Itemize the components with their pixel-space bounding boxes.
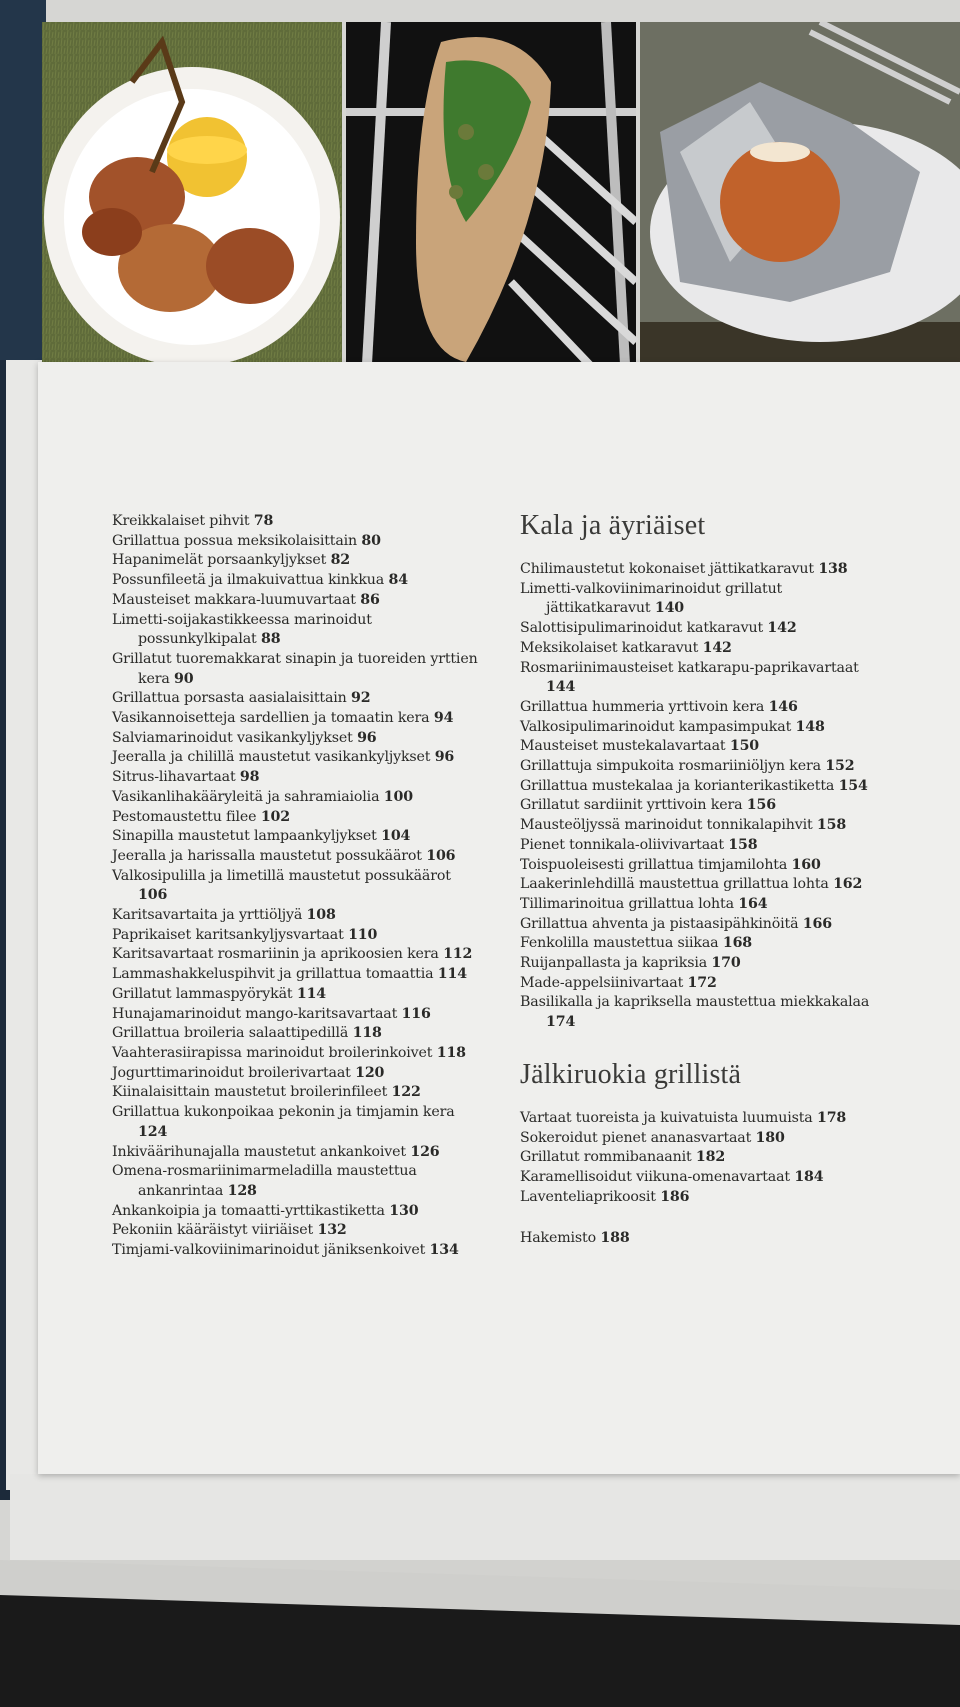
toc-entry-page: 186 <box>660 1188 690 1205</box>
toc-entry <box>112 650 512 689</box>
toc-entry-page: 154 <box>838 777 868 794</box>
toc-entry-page: 106 <box>138 887 168 904</box>
toc-entry-page: 90 <box>174 670 194 687</box>
toc-entry <box>112 808 512 828</box>
toc-entry-page: 108 <box>306 907 336 924</box>
toc-entry <box>112 1103 512 1142</box>
toc-entry-page: 180 <box>755 1129 785 1146</box>
toc-entry-page: 80 <box>361 532 381 549</box>
toc-entry <box>112 985 512 1005</box>
toc-entry-text: Grillattuja simpukoita rosmariiniöljyn kera <box>520 758 821 775</box>
toc-entry-continuation-text: jättikatkaravut <box>546 600 651 617</box>
toc-entry-text: Mausteiset mustekalavartaat <box>520 738 726 755</box>
toc-entry-continuation <box>520 678 940 698</box>
toc-entry-page: 142 <box>702 639 732 656</box>
toc-entry-page: 98 <box>239 769 260 786</box>
toc-entry <box>520 993 940 1032</box>
toc-entry-page: 100 <box>383 788 413 805</box>
toc-entry-page: 140 <box>654 600 685 617</box>
toc-entry <box>520 816 940 836</box>
toc-entry-text: Grillattua ahventa ja pistaasipähkinöitä <box>520 915 799 932</box>
toc-entry-page: 82 <box>330 552 351 569</box>
toc-entry-text: Grillattua hummeria yrttivoin kera <box>520 698 765 715</box>
toc-entry <box>520 1109 940 1129</box>
toc-entry <box>112 1024 512 1044</box>
toc-entry <box>112 1202 512 1222</box>
toc-entry-page: 150 <box>729 738 760 755</box>
toc-entry-page: 148 <box>795 718 825 735</box>
toc-entry-page: 124 <box>138 1123 168 1140</box>
toc-entry-text: Salviamarinoidut vasikankyljykset <box>112 729 353 746</box>
toc-entry <box>520 856 940 876</box>
section-heading-fish: Kala ja äyriäiset <box>520 510 706 541</box>
toc-entry-text: Possunfileetä ja ilmakuivattua kinkkua <box>112 572 385 589</box>
toc-entry-page: 146 <box>768 698 798 715</box>
toc-entry-page: 126 <box>410 1143 440 1160</box>
toc-entry <box>520 639 940 659</box>
toc-entry-text: Pienet tonnikala-oliivivartaat <box>520 836 724 853</box>
toc-entry <box>112 571 512 591</box>
toc-entry-page: 168 <box>722 935 753 952</box>
toc-entry-text: Vasikanlihakääryleitä ja sahramiaiolia <box>112 788 380 805</box>
toc-entry-text: Jogurttimarinoidut broilerivartaat <box>112 1064 351 1081</box>
toc-entry-text: Basilikalla ja kapriksella maustettua miekkakalaa <box>520 994 870 1011</box>
toc-entry-continuation-text: possunkylkipalat <box>138 631 257 648</box>
toc-entry-text: Hakemisto <box>520 1230 596 1247</box>
toc-entry-page: 112 <box>443 946 473 963</box>
toc-entry <box>520 895 940 915</box>
toc-entry-page: 114 <box>437 966 467 983</box>
toc-entry <box>520 1148 940 1168</box>
toc-entry <box>112 926 512 946</box>
toc-entry-text: Omena-rosmariinimarmeladilla maustettua <box>112 1163 417 1180</box>
toc-entry-text: Made-appelsiinivartaat <box>520 974 684 991</box>
toc-entry-page: 166 <box>802 915 832 932</box>
toc-entry <box>112 1083 512 1103</box>
toc-entry-text: Grillattua possua meksikolaisittain <box>112 532 358 549</box>
toc-entry <box>520 619 940 639</box>
toc-entry-page: 158 <box>728 836 758 853</box>
toc-entry-page: 118 <box>436 1044 466 1061</box>
toc-entry-text: Karitsavartaita ja yrttiöljyä <box>112 907 303 924</box>
toc-entry-text: Valkosipulimarinoidut kampasimpukat <box>520 718 792 735</box>
toc-entry <box>520 1129 940 1149</box>
toc-entry <box>520 1188 940 1208</box>
toc-entry <box>520 915 940 935</box>
toc-entry <box>112 709 512 729</box>
toc-entry-text: Valkosipulilla ja limetillä maustetut possukäärot <box>112 867 451 884</box>
toc-entry <box>520 934 940 954</box>
toc-entry-text: Hunajamarinoidut mango-karitsavartaat <box>112 1005 398 1022</box>
toc-entry-continuation <box>112 670 512 690</box>
toc-entry <box>112 1162 512 1201</box>
toc-entry <box>520 659 940 698</box>
toc-entry <box>520 954 940 974</box>
toc-entry <box>112 512 512 532</box>
toc-entry-continuation <box>520 599 940 619</box>
toc-entry-text: Jeeralla ja harissalla maustetut possukäärot <box>112 847 422 864</box>
toc-entry-page: 172 <box>687 974 717 991</box>
photo-foil-potato <box>640 22 960 382</box>
toc-entry <box>520 580 940 619</box>
toc-entry <box>520 737 940 757</box>
toc-entry-page: 78 <box>253 513 274 529</box>
toc-right-column <box>520 510 940 1249</box>
toc-entry-text: Pekoniin kääräistyt viiriäiset <box>112 1222 314 1239</box>
toc-entry-text: Vaahterasiirapissa marinoidut broilerinkoivet <box>112 1044 433 1061</box>
toc-entry-page: 104 <box>381 828 411 845</box>
toc-entry <box>520 875 940 895</box>
toc-entry-page: 170 <box>711 955 741 972</box>
toc-entry-text: Karitsavartaat rosmariinin ja aprikoosien kera <box>112 946 439 963</box>
toc-entry <box>112 867 512 906</box>
toc-entry <box>112 827 512 847</box>
toc-entry <box>112 788 512 808</box>
toc-entry-text: Vasikannoisetteja sardellien ja tomaatin kera <box>112 710 430 727</box>
toc-entry-page: 174 <box>546 1014 576 1031</box>
toc-entry-text: Toispuoleisesti grillattua timjamilohta <box>520 856 788 873</box>
toc-entry <box>112 1005 512 1025</box>
toc-entry-page: 128 <box>227 1182 257 1199</box>
toc-entry-continuation <box>112 1182 512 1202</box>
toc-entry-text: Sokeroidut pienet ananasvartaat <box>520 1129 752 1146</box>
toc-list-fish <box>520 560 940 1033</box>
section-heading-desserts: Jälkiruokia grillistä <box>520 1058 742 1090</box>
toc-entry-text: Sinapilla maustetut lampaankyljykset <box>112 828 377 845</box>
toc-entry-page: 156 <box>746 797 776 814</box>
toc-entry-text: Fenkolilla maustettua siikaa <box>520 935 719 952</box>
toc-list-desserts <box>520 1109 940 1208</box>
toc-entry <box>520 796 940 816</box>
toc-entry-page: 138 <box>818 561 848 577</box>
toc-entry <box>112 591 512 611</box>
toc-entry <box>520 836 940 856</box>
toc-entry-page: 158 <box>816 817 847 834</box>
toc-entry-page: 96 <box>357 729 377 746</box>
toc-entry <box>112 945 512 965</box>
toc-entry-text: Jeeralla ja chilillä maustetut vasikankyljykset <box>112 749 431 766</box>
toc-entry-page: 106 <box>426 847 456 864</box>
toc-entry-text: Kiinalaisittain maustetut broilerinfileet <box>112 1084 388 1101</box>
toc-entry-text: Grillattua kukonpoikaa pekonin ja timjamin kera <box>112 1104 455 1121</box>
toc-entry <box>112 1221 512 1241</box>
toc-entry-page: 116 <box>401 1005 431 1022</box>
toc-entry-text: Grillattua mustekalaa ja korianterikastiketta <box>520 777 835 794</box>
toc-entry-text: Sitrus-lihavartaat <box>112 769 236 786</box>
toc-entry <box>112 1241 512 1261</box>
toc-entry-text: Ruijanpallasta ja kapriksia <box>520 955 708 972</box>
toc-entry-text: Grillatut lammaspyörykät <box>112 985 293 1002</box>
toc-entry <box>112 532 512 552</box>
toc-entry-continuation-text: kera <box>138 670 170 687</box>
toc-entry <box>112 965 512 985</box>
toc-entry-index <box>520 1229 940 1249</box>
toc-entry-text: Laventeliaprikoosit <box>520 1188 656 1205</box>
toc-entry <box>112 1143 512 1163</box>
toc-entry-page: 134 <box>429 1242 459 1259</box>
toc-entry <box>112 1044 512 1064</box>
toc-entry-text: Inkiväärihunajalla maustetut ankankoivet <box>112 1143 406 1160</box>
toc-entry-page: 102 <box>260 808 290 825</box>
toc-entry-page: 118 <box>352 1025 382 1042</box>
toc-entry <box>112 906 512 926</box>
toc-entry-page: 178 <box>816 1109 847 1126</box>
toc-entry-page: 152 <box>825 758 855 775</box>
toc-entry-page: 114 <box>296 985 327 1002</box>
toc-entry-text: Salottisipulimarinoidut katkaravut <box>520 620 763 637</box>
toc-entry <box>112 729 512 749</box>
toc-entry <box>520 698 940 718</box>
toc-entry-continuation <box>112 886 512 906</box>
toc-entry <box>520 974 940 994</box>
toc-entry-page: 132 <box>317 1222 347 1239</box>
toc-entry-text: Lammashakkeluspihvit ja grillattua tomaattia <box>112 966 434 983</box>
toc-entry-page: 160 <box>791 856 821 873</box>
toc-entry <box>112 689 512 709</box>
toc-entry-page: 182 <box>695 1149 726 1166</box>
toc-entry <box>520 718 940 738</box>
toc-entry-page: 144 <box>546 679 576 696</box>
toc-entry <box>112 551 512 571</box>
toc-entry-text: Mausteöljyssä marinoidut tonnikalapihvit <box>520 817 813 834</box>
toc-entry-text: Mausteiset makkara-luumuvartaat <box>112 591 356 608</box>
photo-grilled-fish <box>346 22 636 382</box>
food-photo-strip <box>42 22 960 382</box>
toc-entry <box>520 1168 940 1188</box>
toc-entry <box>520 777 940 797</box>
toc-entry-text: Grillattua porsasta aasialaisittain <box>112 690 347 707</box>
toc-entry-text: Chilimaustetut kokonaiset jättikatkaravut <box>520 561 814 577</box>
toc-entry-page: 110 <box>348 926 378 943</box>
toc-entry-page: 162 <box>833 876 863 893</box>
toc-entry-continuation <box>112 630 512 650</box>
toc-entry-page: 164 <box>738 895 768 912</box>
toc-entry-text: Grillatut tuoremakkarat sinapin ja tuoreiden yrttien <box>112 650 478 667</box>
toc-entry <box>520 560 940 580</box>
toc-entry-page: 88 <box>260 631 281 648</box>
toc-entry-text: Ankankoipia ja tomaatti-yrttikastiketta <box>112 1202 385 1219</box>
toc-entry-text: Vartaat tuoreista ja kuivatuista luumuista <box>520 1109 813 1126</box>
toc-entry-text: Grillattua broileria salaattipedillä <box>112 1025 349 1042</box>
toc-entry <box>112 1064 512 1084</box>
toc-entry-text: Grillatut sardiinit yrttivoin kera <box>520 797 743 814</box>
toc-entry-text: Tillimarinoitua grillattua lohta <box>520 895 734 912</box>
toc-entry-text: Paprikaiset karitsankyljysvartaat <box>112 926 344 943</box>
toc-entry-continuation <box>520 1013 940 1033</box>
toc-entry-page: 84 <box>388 572 408 589</box>
toc-entry-page: 130 <box>389 1202 419 1219</box>
toc-entry-text: Karamellisoidut viikuna-omenavartaat <box>520 1168 790 1185</box>
photo-grilled-rolls <box>42 22 342 382</box>
toc-entry-text: Limetti-valkoviinimarinoidut grillatut <box>520 580 783 597</box>
toc-entry-page: 86 <box>360 591 380 608</box>
toc-entry-continuation <box>112 1123 512 1143</box>
toc-entry <box>112 768 512 788</box>
toc-entry-text: Laakerinlehdillä maustettua grillattua lohta <box>520 876 829 893</box>
toc-entry-text: Grillatut rommibanaanit <box>520 1149 692 1166</box>
toc-entry-continuation-text: ankanrintaa <box>138 1182 224 1199</box>
section-gap <box>520 1033 940 1059</box>
toc-entry-text: Kreikkalaiset pihvit <box>112 513 250 529</box>
toc-entry-page: 142 <box>767 620 797 637</box>
toc-entry <box>112 611 512 650</box>
toc-entry-text: Rosmariinimausteiset katkarapu-paprikavartaat <box>520 659 859 676</box>
toc-entry-text: Timjami-valkoviinimarinoidut jäniksenkoivet <box>112 1242 426 1259</box>
toc-entry <box>112 847 512 867</box>
toc-entry-page: 188 <box>600 1230 630 1247</box>
toc-entry-text: Hapanimelät porsaankyljykset <box>112 552 327 569</box>
toc-entry-text: Pestomaustettu filee <box>112 808 257 825</box>
toc-entry-text: Meksikolaiset katkaravut <box>520 639 699 656</box>
toc-entry <box>520 757 940 777</box>
toc-entry-page: 122 <box>391 1084 421 1101</box>
toc-entry-page: 120 <box>355 1064 385 1081</box>
toc-entry-page: 92 <box>351 690 371 707</box>
toc-left-column <box>112 512 512 1261</box>
toc-entry-page: 184 <box>794 1168 824 1185</box>
toc-entry-page: 96 <box>434 749 455 766</box>
toc-entry <box>112 748 512 768</box>
toc-entry-text: Limetti-soijakastikkeessa marinoidut <box>112 611 372 628</box>
toc-entry-page: 94 <box>433 710 454 727</box>
